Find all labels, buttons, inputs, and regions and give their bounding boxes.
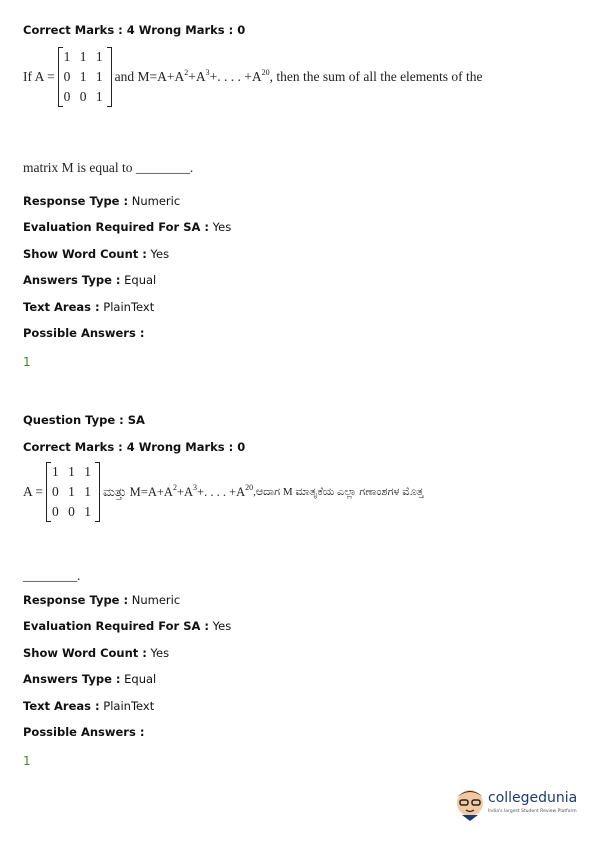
q2-matrix-row: 1 1 1 [52, 464, 94, 479]
q2-matrix [46, 462, 100, 522]
q1-field-text-areas: Text Areas : PlainText [23, 300, 155, 314]
q1-matrix [58, 47, 112, 107]
q2-series: ಮತ್ತು $M=A+A^2+A^3+$. . . . $+A^{20}$ [103, 482, 254, 499]
logo-name: collegedunia [488, 790, 578, 806]
q1-field-evaluation: Evaluation Required For SA : Yes [23, 220, 232, 234]
q2-field-response-type: Response Type : Numeric [23, 593, 181, 607]
q2-question-line2: ________. [23, 568, 81, 583]
q1-question-line2: matrix M is equal to ________. [23, 160, 194, 175]
q1-rest: , then the sum of all the elements of the [269, 69, 483, 84]
q1-field-answers-type: Answers Type : Equal [23, 273, 157, 287]
q2-field-possible-answers: Possible Answers : [23, 725, 145, 739]
q1-matrix-row: 0 0 1 [63, 89, 106, 104]
q2-prefix: A = [23, 484, 43, 499]
q2-type: Question Type : SA [23, 413, 145, 427]
q2-question-line1 [23, 462, 424, 522]
q2-field-text-areas: Text Areas : PlainText [23, 699, 155, 713]
q2-matrix-row: 0 0 1 [52, 504, 94, 519]
q2-field-word-count: Show Word Count : Yes [23, 646, 170, 660]
q1-marks: Correct Marks : 4 Wrong Marks : 0 [23, 23, 246, 37]
q1-field-response-type: Response Type : Numeric [23, 194, 181, 208]
q1-field-possible-answers: Possible Answers : [23, 326, 145, 340]
q2-field-answers-type: Answers Type : Equal [23, 672, 157, 686]
q1-matrix-row: 1 1 1 [63, 49, 106, 64]
q2-field-evaluation: Evaluation Required For SA : Yes [23, 619, 232, 633]
q2-marks: Correct Marks : 4 Wrong Marks : 0 [23, 440, 246, 454]
q1-answer: 1 [23, 355, 31, 369]
q2-rest: ,ಆದಾಗ M ಮಾತೃಕೆಯ ಎಲ್ಲಾ ಗಣಾಂಶಗಳ ಮೊತ್ತ [253, 485, 424, 498]
q1-series: and $M=A+A^2+A^3+$. . . . $+A^{20}$ [114, 68, 270, 84]
q2-matrix-row: 0 1 1 [52, 484, 94, 499]
q1-question-line1 [23, 47, 483, 107]
q1-matrix-row: 0 1 1 [63, 69, 106, 84]
q1-field-word-count: Show Word Count : Yes [23, 247, 170, 261]
logo-tagline: India's largest Student Review Platform [488, 809, 577, 814]
q1-prefix: If A = [23, 69, 55, 84]
q2-answer: 1 [23, 754, 31, 768]
